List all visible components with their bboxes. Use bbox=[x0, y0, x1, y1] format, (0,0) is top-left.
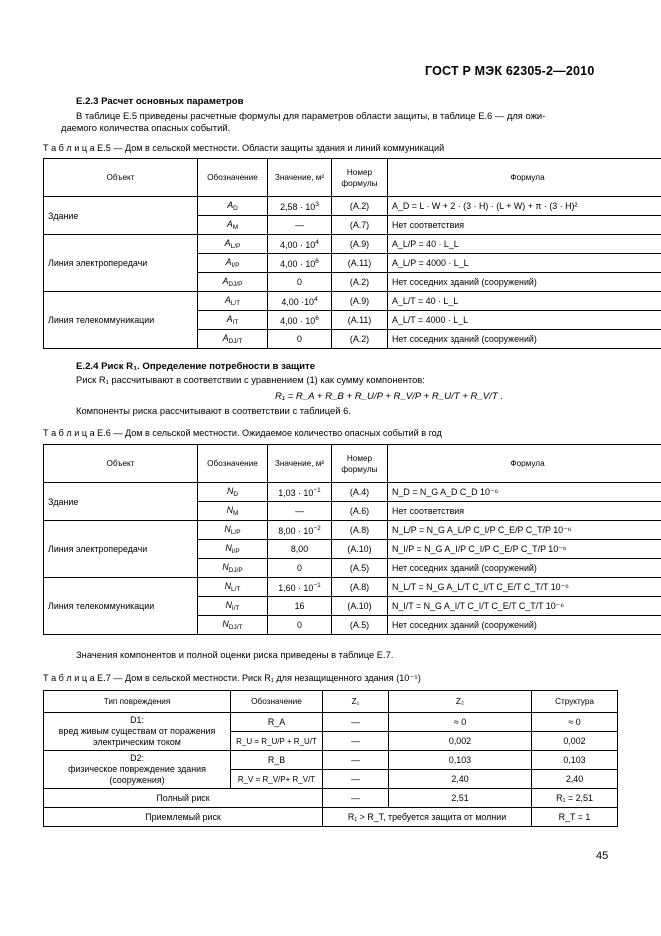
header-formula: Формула bbox=[388, 159, 661, 197]
formula-number-cell: (А.11) bbox=[332, 311, 388, 330]
formula-cell: Нет соответствия bbox=[388, 502, 661, 521]
z1-cell: — bbox=[323, 770, 389, 789]
formula-number-cell: (А.11) bbox=[332, 254, 388, 273]
formula-number-cell: (А.9) bbox=[332, 235, 388, 254]
formula-number-cell: (А.2) bbox=[332, 197, 388, 216]
table-e7 bbox=[43, 690, 618, 827]
value-cell: $1,60 \cdot 10^{-1}$ bbox=[268, 578, 332, 597]
object-cell: Линия телекоммуникации bbox=[44, 578, 198, 635]
symbol-cell: $A_{L/P}$ bbox=[198, 235, 268, 254]
symbol-cell: $N_M$ bbox=[198, 502, 268, 521]
z1-cell: — bbox=[323, 789, 389, 808]
formula-cell: Нет соответствия bbox=[388, 216, 661, 235]
symbol-cell: R_A bbox=[231, 713, 323, 732]
table-row bbox=[44, 713, 618, 732]
value-cell: $4,00 \cdot 10^4$ bbox=[268, 292, 332, 311]
header-structure: Структура bbox=[532, 691, 618, 713]
formula-cell: A_L/T = 40 · L_L bbox=[388, 292, 661, 311]
formula-number-cell: (А.5) bbox=[332, 616, 388, 635]
structure-cell: 0,002 bbox=[532, 732, 618, 751]
z1-cell: — bbox=[323, 732, 389, 751]
section-e23-title: E.2.3 Расчет основных параметров bbox=[76, 96, 244, 107]
value-cell: — bbox=[268, 502, 332, 521]
header-formula-number: Номер формулы bbox=[332, 445, 388, 483]
risk-equation: R₁ = R_A + R_B + R_U/P + R_V/P + R_U/T + R_V/T . bbox=[275, 391, 504, 402]
value-cell: $2,58 \cdot 10^3$ bbox=[268, 197, 332, 216]
symbol-cell: R_V = R_V/P+ R_V/T bbox=[231, 770, 323, 789]
damage-type-cell: D1: вред живым существам от поражения электрическим током bbox=[44, 713, 231, 751]
header-symbol: Обозначение bbox=[198, 445, 268, 483]
damage-type-cell: D2: физическое повреждение здания (сооружения) bbox=[44, 751, 231, 789]
formula-cell: A_D = L · W + 2 · (3 · H) · (L + W) + π · (3 · H)² bbox=[388, 197, 661, 216]
paragraph: Риск R₁ рассчитывают в соответствии с уравнением (1) как сумму компонентов: bbox=[76, 374, 425, 385]
formula-cell: Нет соседних зданий (сооружений) bbox=[388, 330, 661, 349]
formula-cell: Нет соседних зданий (сооружений) bbox=[388, 616, 661, 635]
header-symbol: Обозначение bbox=[198, 159, 268, 197]
paragraph: Компоненты риска рассчитывают в соответствии с таблицей 6. bbox=[76, 405, 351, 416]
formula-cell: A_L/P = 4000 · L_L bbox=[388, 254, 661, 273]
z2-cell: 2,51 bbox=[389, 789, 532, 808]
symbol-cell: $A_{IT}$ bbox=[198, 311, 268, 330]
header-z2: Z₂ bbox=[389, 691, 532, 713]
symbol-cell: $N_{I/P}$ bbox=[198, 540, 268, 559]
header-value: Значение, м² bbox=[268, 159, 332, 197]
document-header: ГОСТ Р МЭК 62305-2—2010 bbox=[425, 64, 595, 78]
symbol-cell: R_U = R_U/P + R_U/T bbox=[231, 732, 323, 751]
value-cell: — bbox=[268, 216, 332, 235]
table-row bbox=[44, 521, 661, 540]
symbol-cell: $N_D$ bbox=[198, 483, 268, 502]
z1-cell: — bbox=[323, 713, 389, 732]
paragraph-line: даемого количества опасных событий. bbox=[61, 122, 231, 133]
value-cell: 0 bbox=[268, 273, 332, 292]
table-row bbox=[44, 808, 618, 827]
structure-cell: 0,103 bbox=[532, 751, 618, 770]
header-damage-type: Тип повреждения bbox=[44, 691, 231, 713]
table-row bbox=[44, 235, 661, 254]
value-cell: $4,00 \cdot 10^4$ bbox=[268, 235, 332, 254]
formula-number-cell: (А.10) bbox=[332, 597, 388, 616]
z2-cell: ≈ 0 bbox=[389, 713, 532, 732]
header-z1: Z₁ bbox=[323, 691, 389, 713]
table-row bbox=[44, 789, 618, 808]
acceptable-risk-label: Приемлемый риск bbox=[44, 808, 323, 827]
value-cell: 8,00 bbox=[268, 540, 332, 559]
formula-cell: A_L/P = 40 · L_L bbox=[388, 235, 661, 254]
formula-cell: A_L/T = 4000 · L_L bbox=[388, 311, 661, 330]
formula-cell: N_I/P = N_G A_I/P C_I/P C_E/P C_T/P 10⁻⁶ bbox=[388, 540, 661, 559]
value-cell: $4,00 \cdot 10^6$ bbox=[268, 311, 332, 330]
value-cell: 0 bbox=[268, 616, 332, 635]
table-row bbox=[44, 483, 661, 502]
symbol-cell: $A_{DJ/T}$ bbox=[198, 330, 268, 349]
formula-number-cell: (А.2) bbox=[332, 330, 388, 349]
table-e6 bbox=[43, 444, 661, 635]
formula-cell: Нет соседних зданий (сооружений) bbox=[388, 559, 661, 578]
symbol-cell: $A_D$ bbox=[198, 197, 268, 216]
formula-cell: N_L/T = N_G A_L/T C_I/T C_E/T C_T/T 10⁻⁶ bbox=[388, 578, 661, 597]
table-header-row bbox=[44, 445, 661, 483]
symbol-cell: $A_M$ bbox=[198, 216, 268, 235]
table-header-row bbox=[44, 159, 661, 197]
table-e6-caption: Т а б л и ц а Е.6 — Дом в сельской местности. Ожидаемое количество опасных событий в год bbox=[43, 428, 442, 438]
symbol-cell: $N_{I/T}$ bbox=[198, 597, 268, 616]
z2-cell: 2,40 bbox=[389, 770, 532, 789]
table-header-row bbox=[44, 691, 618, 713]
paragraph: Значения компонентов и полной оценки риска приведены в таблице Е.7. bbox=[76, 649, 394, 660]
table-row bbox=[44, 292, 661, 311]
structure-cell: R₁ = 2,51 bbox=[532, 789, 618, 808]
symbol-cell: $N_{L/T}$ bbox=[198, 578, 268, 597]
structure-cell: ≈ 0 bbox=[532, 713, 618, 732]
table-e5-caption: Т а б л и ц а Е.5 — Дом в сельской местности. Области защиты здания и линий коммуникаций bbox=[43, 143, 445, 153]
symbol-cell: R_B bbox=[231, 751, 323, 770]
value-cell: $8,00 \cdot 10^{-2}$ bbox=[268, 521, 332, 540]
table-e7-caption: Т а б л и ц а Е.7 — Дом в сельской местности. Риск R₁ для незащищенного здания (10⁻⁵) bbox=[43, 673, 421, 683]
z1-cell: — bbox=[323, 751, 389, 770]
value-cell: $1,03 \cdot 10^{-1}$ bbox=[268, 483, 332, 502]
formula-number-cell: (А.9) bbox=[332, 292, 388, 311]
page-number: 45 bbox=[596, 850, 609, 862]
object-cell: Линия электропередачи bbox=[44, 235, 198, 292]
table-row bbox=[44, 197, 661, 216]
formula-cell: N_L/P = N_G A_L/P C_I/P C_E/P C_T/P 10⁻⁶ bbox=[388, 521, 661, 540]
table-e5 bbox=[43, 158, 661, 349]
symbol-cell: $A_{L/T}$ bbox=[198, 292, 268, 311]
formula-number-cell: (А.8) bbox=[332, 578, 388, 597]
formula-number-cell: (А.2) bbox=[332, 273, 388, 292]
symbol-cell: $N_{L/P}$ bbox=[198, 521, 268, 540]
header-object: Объект bbox=[44, 445, 198, 483]
value-cell: 0 bbox=[268, 330, 332, 349]
z2-cell: 0,002 bbox=[389, 732, 532, 751]
object-cell: Здание bbox=[44, 197, 198, 235]
total-risk-label: Полный риск bbox=[44, 789, 323, 808]
formula-number-cell: (А.10) bbox=[332, 540, 388, 559]
formula-number-cell: (А.7) bbox=[332, 216, 388, 235]
structure-cell: R_T = 1 bbox=[532, 808, 618, 827]
section-e24-title: E.2.4 Риск R₁. Определение потребности в защите bbox=[76, 361, 316, 372]
symbol-cell: $N_{DJ/T}$ bbox=[198, 616, 268, 635]
header-object: Объект bbox=[44, 159, 198, 197]
formula-cell: N_D = N_G A_D C_D 10⁻⁶ bbox=[388, 483, 661, 502]
value-cell: 0 bbox=[268, 559, 332, 578]
value-cell: 16 bbox=[268, 597, 332, 616]
object-cell: Здание bbox=[44, 483, 198, 521]
symbol-cell: $N_{DJ/P}$ bbox=[198, 559, 268, 578]
formula-number-cell: (А.5) bbox=[332, 559, 388, 578]
formula-cell: N_I/T = N_G A_I/T C_I/T C_E/T C_T/T 10⁻⁶ bbox=[388, 597, 661, 616]
table-row bbox=[44, 751, 618, 770]
object-cell: Линия телекоммуникации bbox=[44, 292, 198, 349]
formula-number-cell: (А.4) bbox=[332, 483, 388, 502]
header-symbol: Обозначение bbox=[231, 691, 323, 713]
formula-number-cell: (А.6) bbox=[332, 502, 388, 521]
value-cell: $4,00 \cdot 10^6$ bbox=[268, 254, 332, 273]
structure-cell: 2,40 bbox=[532, 770, 618, 789]
formula-cell: Нет соседних зданий (сооружений) bbox=[388, 273, 661, 292]
acceptable-risk-text: R₁ > R_T, требуется защита от молнии bbox=[323, 808, 532, 827]
header-value: Значение, м² bbox=[268, 445, 332, 483]
symbol-cell: $A_{I/P}$ bbox=[198, 254, 268, 273]
header-formula-number: Номер формулы bbox=[332, 159, 388, 197]
symbol-cell: $A_{DJ/P}$ bbox=[198, 273, 268, 292]
object-cell: Линия электропередачи bbox=[44, 521, 198, 578]
paragraph-line: В таблице Е.5 приведены расчетные формулы для параметров области защиты, в таблице Е.6 — для ожи- bbox=[76, 110, 546, 121]
header-formula: Формула bbox=[388, 445, 661, 483]
table-row bbox=[44, 578, 661, 597]
z2-cell: 0,103 bbox=[389, 751, 532, 770]
formula-number-cell: (А.8) bbox=[332, 521, 388, 540]
